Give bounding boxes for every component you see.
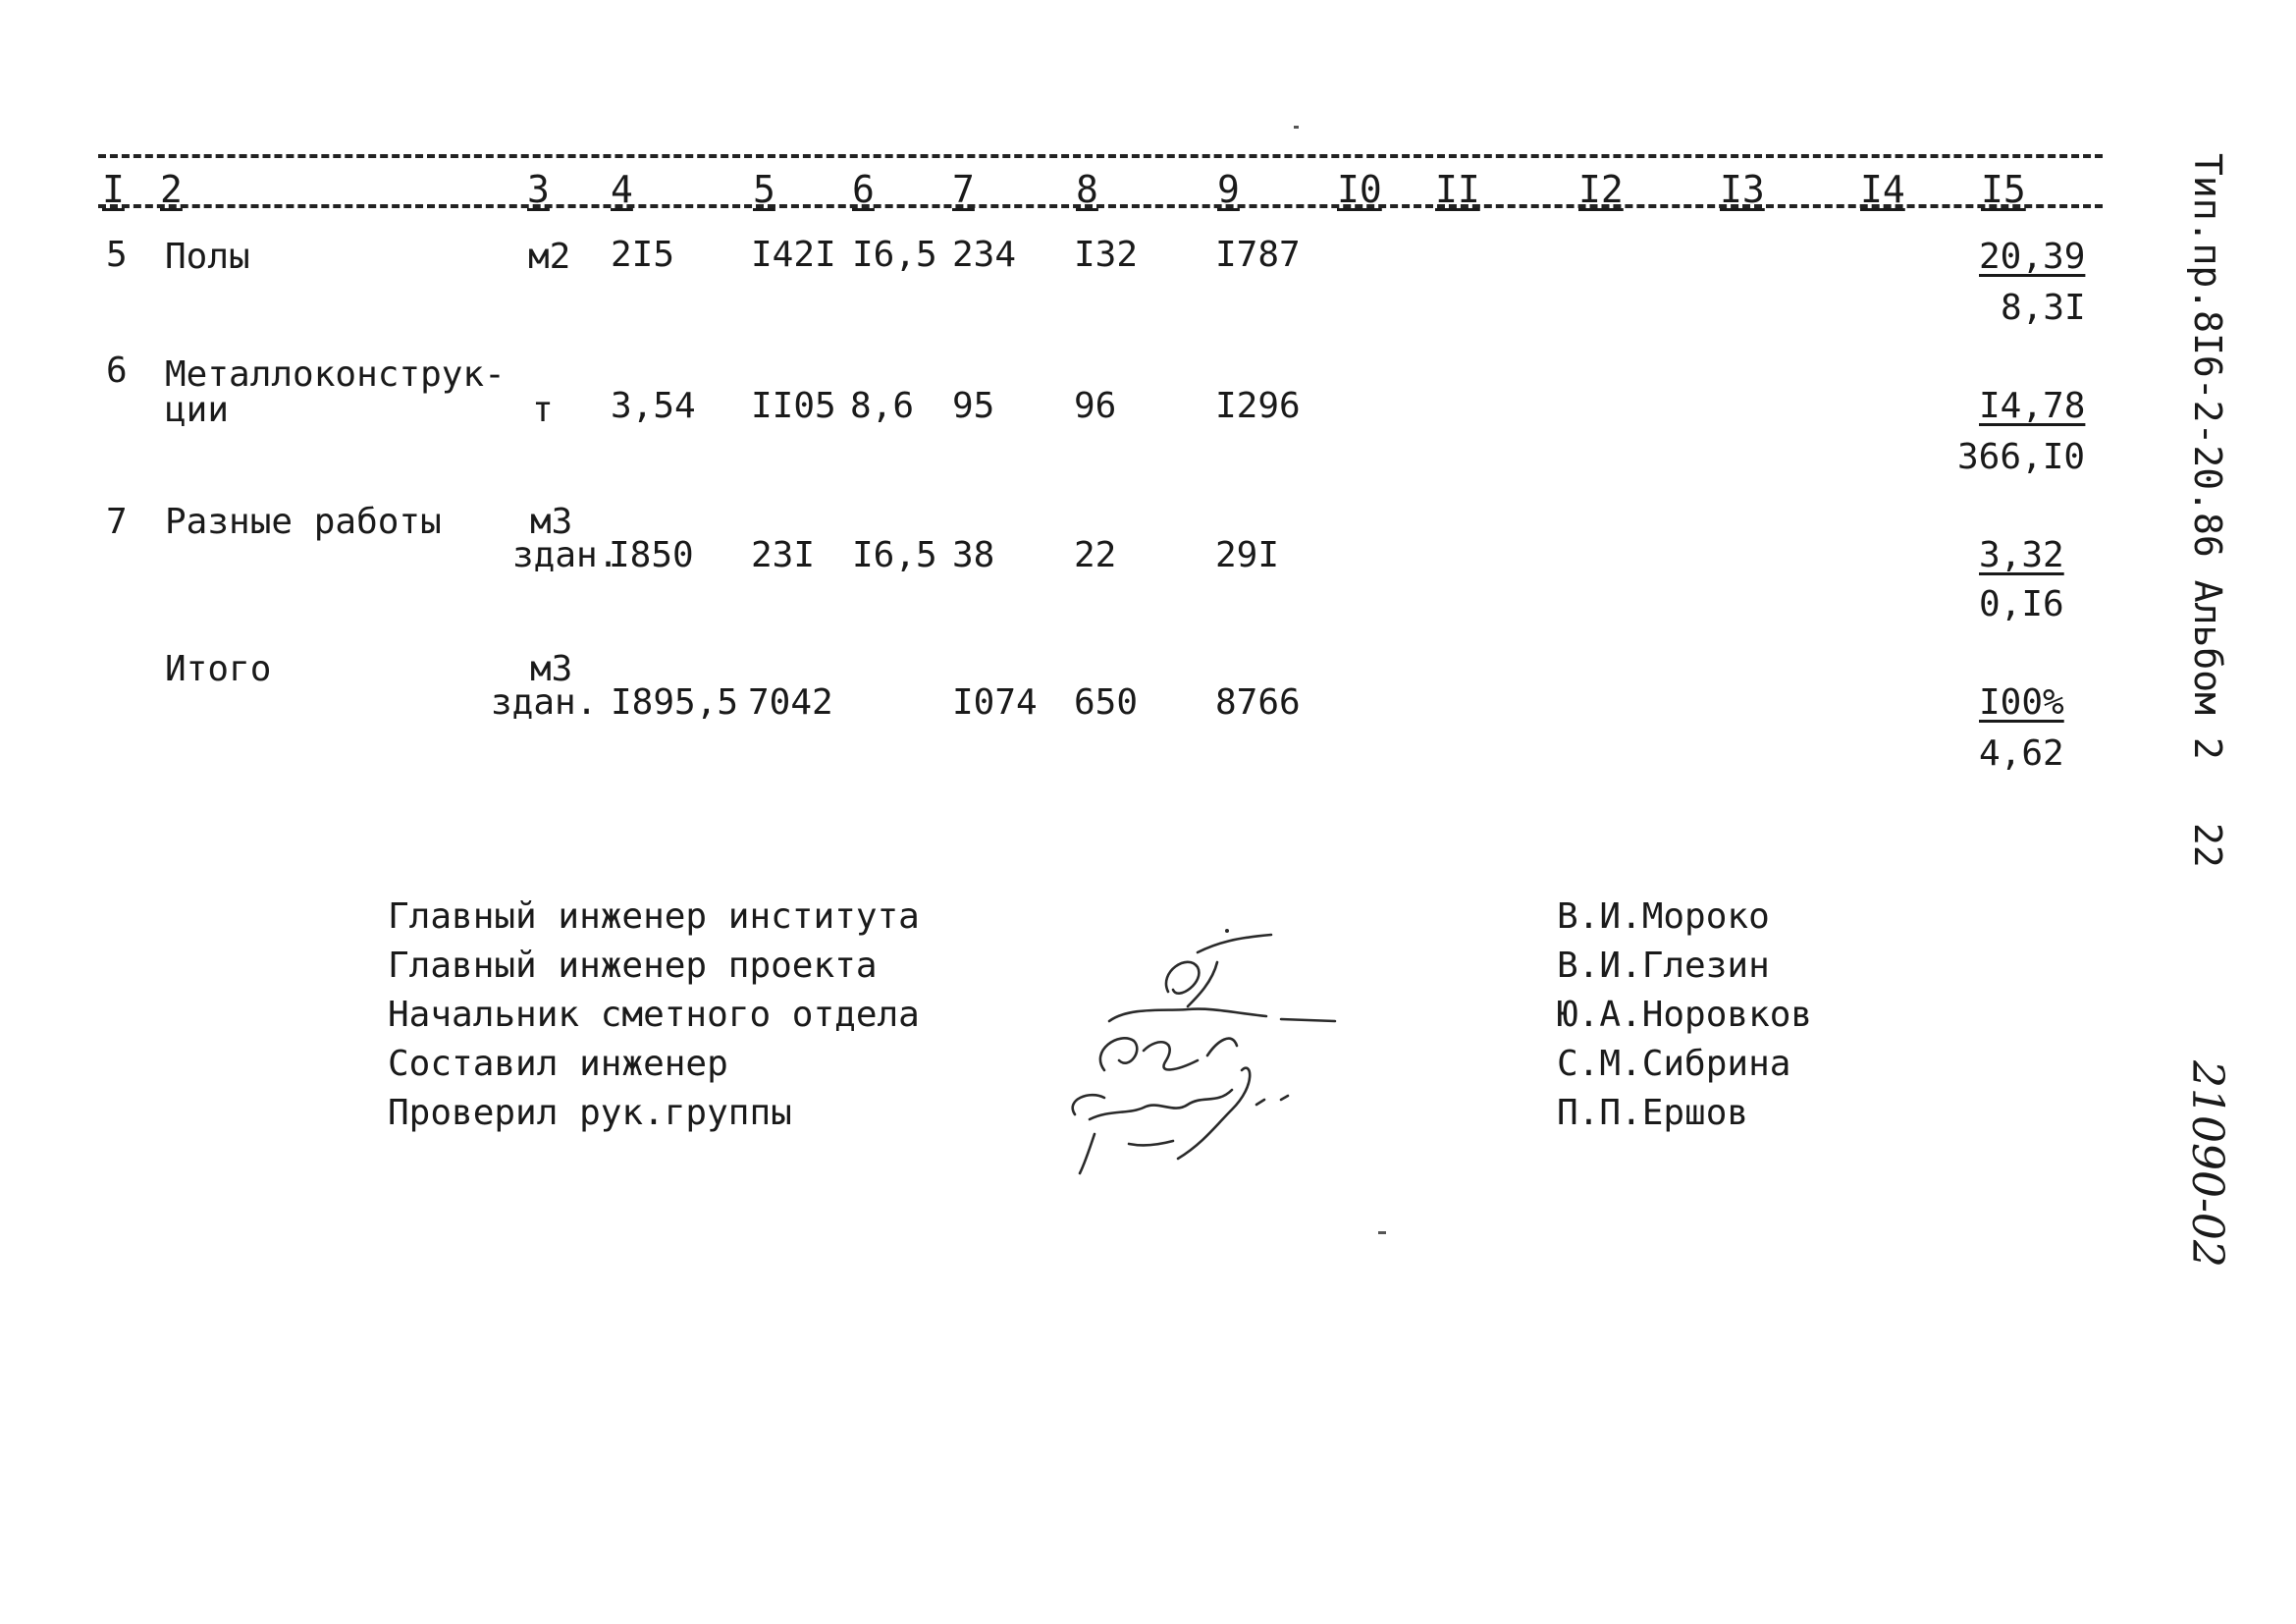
signature-person: Ю.А.Норовков bbox=[1557, 995, 1813, 1035]
cell-col9: I296 bbox=[1215, 386, 1301, 426]
col-header-10: I0 bbox=[1337, 168, 1382, 211]
row-number: 5 bbox=[106, 235, 128, 275]
handwritten-signatures bbox=[1050, 913, 1374, 1188]
col-header-14: I4 bbox=[1860, 168, 1905, 211]
signature-person: С.М.Сибрина bbox=[1557, 1044, 1791, 1084]
side-label: Тип.пр.8I6-2-20.86 Альбом 2 bbox=[2186, 153, 2229, 760]
row-unit-line2: здан. bbox=[512, 535, 619, 575]
cell-col4: I895,5 bbox=[611, 682, 739, 723]
page-number: 22 bbox=[2186, 823, 2229, 868]
cell-col15-top: 3,32 bbox=[1979, 535, 2064, 575]
col-header-6: 6 bbox=[852, 168, 875, 211]
scan-speck bbox=[1294, 126, 1299, 129]
row-unit-line2: здан. bbox=[491, 682, 598, 723]
col-header-15: I5 bbox=[1981, 168, 2026, 211]
signature-person: В.И.Глезин bbox=[1557, 946, 1770, 986]
cell-col4: 3,54 bbox=[611, 386, 696, 426]
cell-col8: 22 bbox=[1074, 535, 1117, 575]
scan-speck bbox=[1378, 1231, 1386, 1234]
cell-col5: II05 bbox=[751, 386, 836, 426]
row-unit-line1: м3 bbox=[530, 649, 573, 689]
col-header-4: 4 bbox=[611, 168, 633, 211]
col-header-2: 2 bbox=[160, 168, 183, 211]
cell-col7: 38 bbox=[952, 535, 995, 575]
cell-col15-top: I4,78 bbox=[1979, 386, 2086, 426]
header-top-rule bbox=[98, 154, 2103, 158]
cell-col15-top: I00% bbox=[1979, 682, 2064, 723]
cell-col4: I850 bbox=[609, 535, 694, 575]
cell-col8: 650 bbox=[1074, 682, 1139, 723]
cell-col5: I42I bbox=[751, 235, 836, 275]
cell-col7: I074 bbox=[952, 682, 1038, 723]
row-unit: т bbox=[532, 390, 554, 430]
signature-title: Проверил рук.группы bbox=[388, 1093, 792, 1133]
header-bottom-rule bbox=[98, 204, 2103, 208]
signature-title: Главный инженер проекта bbox=[388, 946, 878, 986]
cell-col8: I32 bbox=[1074, 235, 1139, 275]
cell-col15-bottom: 4,62 bbox=[1979, 733, 2064, 774]
cell-col6: I6,5 bbox=[852, 235, 937, 275]
col-header-3: 3 bbox=[527, 168, 550, 211]
cell-col6: I6,5 bbox=[852, 535, 937, 575]
col-header-7: 7 bbox=[952, 168, 975, 211]
signature-person: В.И.Мороко bbox=[1557, 896, 1770, 937]
row-unit: м2 bbox=[528, 237, 571, 277]
cell-col6: 8,6 bbox=[850, 386, 915, 426]
cell-col5: 23I bbox=[751, 535, 816, 575]
cell-col15-bottom: 366,I0 bbox=[1957, 437, 2086, 477]
cell-col9: 8766 bbox=[1215, 682, 1301, 723]
row-name: Полы bbox=[165, 237, 250, 277]
cell-col9: I787 bbox=[1215, 235, 1301, 275]
col-header-13: I3 bbox=[1720, 168, 1765, 211]
col-header-8: 8 bbox=[1076, 168, 1098, 211]
signature-title: Составил инженер bbox=[388, 1044, 728, 1084]
row-name-line2: ции bbox=[165, 390, 230, 430]
col-header-9: 9 bbox=[1217, 168, 1240, 211]
row-number: 6 bbox=[106, 351, 128, 391]
row-name: Итого bbox=[165, 649, 272, 689]
cell-col15-bottom: 8,3I bbox=[2001, 288, 2086, 328]
document-code: 21090-02 bbox=[2182, 1060, 2232, 1268]
cell-col15-bottom: 0,I6 bbox=[1979, 584, 2064, 624]
cell-col7: 95 bbox=[952, 386, 995, 426]
col-header-1: I bbox=[102, 168, 125, 211]
signature-title: Начальник сметного отдела bbox=[388, 995, 920, 1035]
row-number: 7 bbox=[106, 502, 128, 542]
row-unit-line1: м3 bbox=[530, 502, 573, 542]
cell-col5: 7042 bbox=[748, 682, 833, 723]
cell-col9: 29I bbox=[1215, 535, 1280, 575]
signature-title: Главный инженер института bbox=[388, 896, 920, 937]
cell-col8: 96 bbox=[1074, 386, 1117, 426]
cell-col7: 234 bbox=[952, 235, 1017, 275]
signature-person: П.П.Ершов bbox=[1557, 1093, 1749, 1133]
cell-col15-top: 20,39 bbox=[1979, 237, 2086, 277]
col-header-5: 5 bbox=[753, 168, 775, 211]
col-header-11: II bbox=[1435, 168, 1480, 211]
cell-col4: 2I5 bbox=[611, 235, 675, 275]
row-name-line1: Металлоконструк- bbox=[165, 354, 506, 395]
col-header-12: I2 bbox=[1578, 168, 1624, 211]
row-name: Разные работы bbox=[165, 502, 442, 542]
